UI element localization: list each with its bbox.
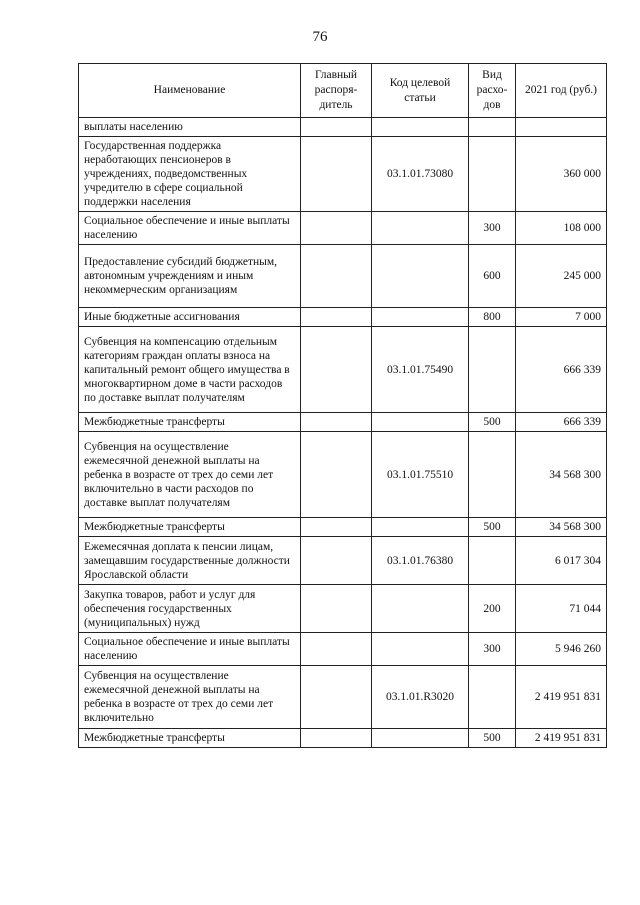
cell-expense-type: 500 bbox=[469, 729, 516, 748]
header-amount: 2021 год (руб.) bbox=[516, 64, 607, 118]
cell-amount: 6 017 304 bbox=[516, 537, 607, 585]
table-body bbox=[79, 118, 607, 748]
budget-table bbox=[78, 63, 607, 748]
cell-target-code bbox=[372, 413, 469, 432]
table-row bbox=[79, 633, 607, 666]
cell-target-code bbox=[372, 633, 469, 666]
cell-amount: 2 419 951 831 bbox=[516, 729, 607, 748]
cell-name: Межбюджетные трансферты bbox=[79, 729, 301, 748]
cell-name: Ежемесячная доплата к пенсии лицам, замещавшим государственные должности Ярославской области bbox=[79, 537, 301, 585]
cell-main-manager bbox=[301, 518, 372, 537]
cell-name: Предоставление субсидий бюджетным, автономным учреждениям и иным некоммерческим организациям bbox=[79, 245, 301, 308]
table-row bbox=[79, 729, 607, 748]
cell-amount: 108 000 bbox=[516, 212, 607, 245]
cell-main-manager bbox=[301, 212, 372, 245]
cell-amount: 7 000 bbox=[516, 308, 607, 327]
table-row bbox=[79, 518, 607, 537]
cell-expense-type: 200 bbox=[469, 585, 516, 633]
cell-expense-type: 500 bbox=[469, 518, 516, 537]
table-row bbox=[79, 327, 607, 413]
cell-expense-type bbox=[469, 137, 516, 212]
cell-amount: 34 568 300 bbox=[516, 432, 607, 518]
cell-name: Межбюджетные трансферты bbox=[79, 413, 301, 432]
cell-expense-type: 300 bbox=[469, 633, 516, 666]
header-target-code: Код целевой статьи bbox=[372, 64, 469, 118]
cell-target-code: 03.1.01.73080 bbox=[372, 137, 469, 212]
table-row bbox=[79, 585, 607, 633]
cell-name: Субвенция на осуществление ежемесячной денежной выплаты на ребенка в возрасте от трех до семи лет включительно bbox=[79, 666, 301, 729]
cell-expense-type bbox=[469, 432, 516, 518]
cell-amount: 34 568 300 bbox=[516, 518, 607, 537]
cell-main-manager bbox=[301, 245, 372, 308]
cell-expense-type bbox=[469, 666, 516, 729]
cell-main-manager bbox=[301, 633, 372, 666]
cell-expense-type: 500 bbox=[469, 413, 516, 432]
cell-main-manager bbox=[301, 137, 372, 212]
cell-main-manager bbox=[301, 537, 372, 585]
table-row bbox=[79, 137, 607, 212]
cell-expense-type: 600 bbox=[469, 245, 516, 308]
cell-expense-type: 300 bbox=[469, 212, 516, 245]
cell-name: Социальное обеспечение и иные выплаты населению bbox=[79, 633, 301, 666]
cell-target-code: 03.1.01.R3020 bbox=[372, 666, 469, 729]
header-main-manager: Главный распоря-дитель bbox=[301, 64, 372, 118]
cell-expense-type: 800 bbox=[469, 308, 516, 327]
cell-target-code bbox=[372, 308, 469, 327]
cell-target-code: 03.1.01.76380 bbox=[372, 537, 469, 585]
table-row bbox=[79, 413, 607, 432]
header-name: Наименование bbox=[79, 64, 301, 118]
table-header bbox=[79, 64, 607, 118]
cell-amount: 360 000 bbox=[516, 137, 607, 212]
cell-main-manager bbox=[301, 308, 372, 327]
cell-target-code bbox=[372, 245, 469, 308]
table-row bbox=[79, 308, 607, 327]
cell-main-manager bbox=[301, 413, 372, 432]
cell-main-manager bbox=[301, 327, 372, 413]
cell-name: Иные бюджетные ассигнования bbox=[79, 308, 301, 327]
header-row bbox=[79, 64, 607, 118]
cell-target-code bbox=[372, 585, 469, 633]
cell-name: Социальное обеспечение и иные выплаты населению bbox=[79, 212, 301, 245]
cell-main-manager bbox=[301, 432, 372, 518]
cell-amount bbox=[516, 118, 607, 137]
cell-expense-type bbox=[469, 118, 516, 137]
header-expense-type: Вид расхо-дов bbox=[469, 64, 516, 118]
table-row bbox=[79, 666, 607, 729]
cell-target-code: 03.1.01.75490 bbox=[372, 327, 469, 413]
table-row bbox=[79, 118, 607, 137]
cell-amount: 2 419 951 831 bbox=[516, 666, 607, 729]
cell-target-code bbox=[372, 729, 469, 748]
cell-expense-type bbox=[469, 327, 516, 413]
cell-name: Субвенция на компенсацию отдельным категориям граждан оплаты взноса на капитальный ремонт общего имущества в многоквартирном доме в части расходов по доставке выплат получателям bbox=[79, 327, 301, 413]
cell-name: Межбюджетные трансферты bbox=[79, 518, 301, 537]
cell-target-code bbox=[372, 118, 469, 137]
cell-amount: 245 000 bbox=[516, 245, 607, 308]
cell-name: Государственная поддержка неработающих пенсионеров в учреждениях, подведомственных учредителю в сфере социальной поддержки населения bbox=[79, 137, 301, 212]
cell-target-code bbox=[372, 212, 469, 245]
cell-amount: 5 946 260 bbox=[516, 633, 607, 666]
cell-name: выплаты населению bbox=[79, 118, 301, 137]
cell-name: Субвенция на осуществление ежемесячной денежной выплаты на ребенка в возрасте от трех до семи лет включительно в части расходов по доставке выплат получателям bbox=[79, 432, 301, 518]
cell-target-code bbox=[372, 518, 469, 537]
cell-main-manager bbox=[301, 666, 372, 729]
cell-amount: 666 339 bbox=[516, 413, 607, 432]
table-row bbox=[79, 537, 607, 585]
cell-target-code: 03.1.01.75510 bbox=[372, 432, 469, 518]
table-row bbox=[79, 212, 607, 245]
cell-amount: 71 044 bbox=[516, 585, 607, 633]
table-row bbox=[79, 245, 607, 308]
cell-main-manager bbox=[301, 118, 372, 137]
page-number: 76 bbox=[312, 29, 328, 45]
cell-main-manager bbox=[301, 585, 372, 633]
cell-name: Закупка товаров, работ и услуг для обеспечения государственных (муниципальных) нужд bbox=[79, 585, 301, 633]
cell-amount: 666 339 bbox=[516, 327, 607, 413]
table-row bbox=[79, 432, 607, 518]
cell-main-manager bbox=[301, 729, 372, 748]
cell-expense-type bbox=[469, 537, 516, 585]
